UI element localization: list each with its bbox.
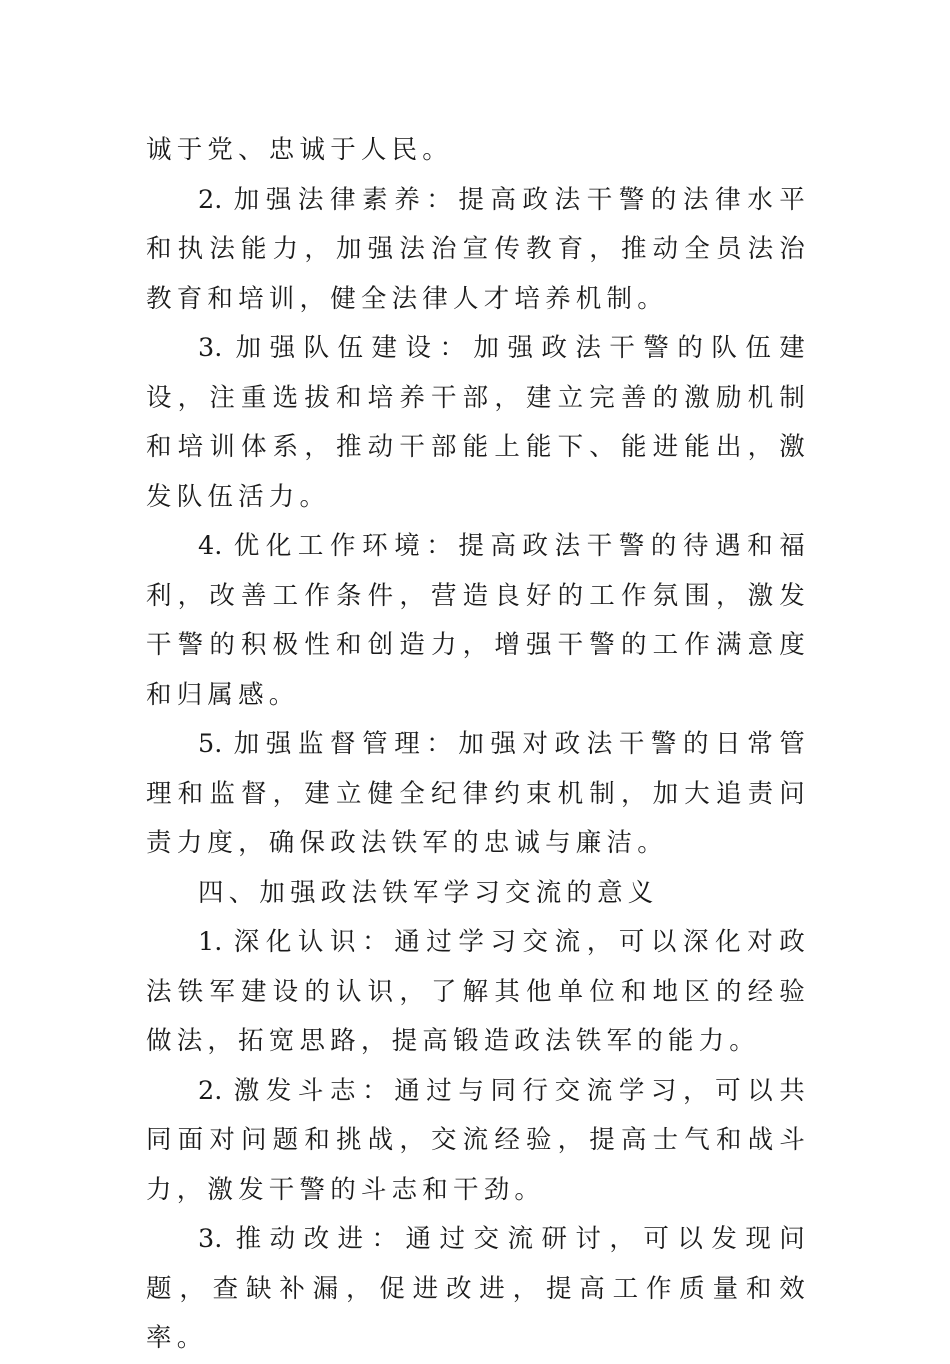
paragraph-text: 深化认识：通过学习交流，可以深化对政法铁军建设的认识，了解其他单位和地区的经验做法，拓宽思路，提高锻造政法铁军的能力。: [146, 927, 810, 1056]
list-number: 4.: [198, 531, 223, 561]
document-body: [146, 126, 810, 1364]
paragraph-text: 加强法律素养：提高政法干警的法律水平和执法能力，加强法治宣传教育，推动全员法治教育和培训，健全法律人才培养机制。: [146, 184, 810, 314]
list-item-team-building: [146, 324, 810, 522]
list-item-promote-improvement: [146, 1215, 810, 1364]
paragraph-text: 推动改进：通过交流研讨，可以发现问题，查缺补漏，促进改进，提高工作质量和效率。: [146, 1224, 810, 1353]
list-number: 2.: [198, 1075, 223, 1106]
paragraph-text: 加强监督管理：加强对政法干警的日常管理和监督，建立健全纪律约束机制，加大追责问责力度，确保政法铁军的忠诚与廉洁。: [146, 729, 810, 858]
paragraph-text: 加强队伍建设：加强政法干警的队伍建设，注重选拔和培养干部，建立完善的激励机制和培训体系，推动干部能上能下、能进能出，激发队伍活力。: [146, 333, 810, 512]
list-number: 5.: [198, 729, 223, 759]
section-heading: [146, 869, 810, 919]
list-item-supervision: [146, 720, 810, 869]
paragraph-text: 激发斗志：通过与同行交流学习，可以共同面对问题和挑战，交流经验，提高士气和战斗力，激发干警的斗志和干劲。: [146, 1075, 810, 1205]
paragraph-text: 优化工作环境：提高政法干警的待遇和福利，改善工作条件，营造良好的工作氛围，激发干警的积极性和创造力，增强干警的工作满意度和归属感。: [146, 531, 810, 710]
list-number: 2.: [198, 184, 223, 215]
list-number: 1.: [198, 927, 223, 957]
list-number: 3.: [198, 333, 223, 363]
list-item-work-environment: [146, 522, 810, 720]
section-heading-text: 四、加强政法铁军学习交流的意义: [198, 877, 659, 908]
list-number: 3.: [198, 1224, 223, 1254]
paragraph-text: 诚于党、忠诚于人民。: [146, 135, 454, 165]
list-item-deepen-understanding: [146, 918, 810, 1067]
list-item-inspire-morale: [146, 1067, 810, 1216]
paragraph-continuation: [146, 126, 810, 176]
list-item-law-literacy: [146, 176, 810, 325]
